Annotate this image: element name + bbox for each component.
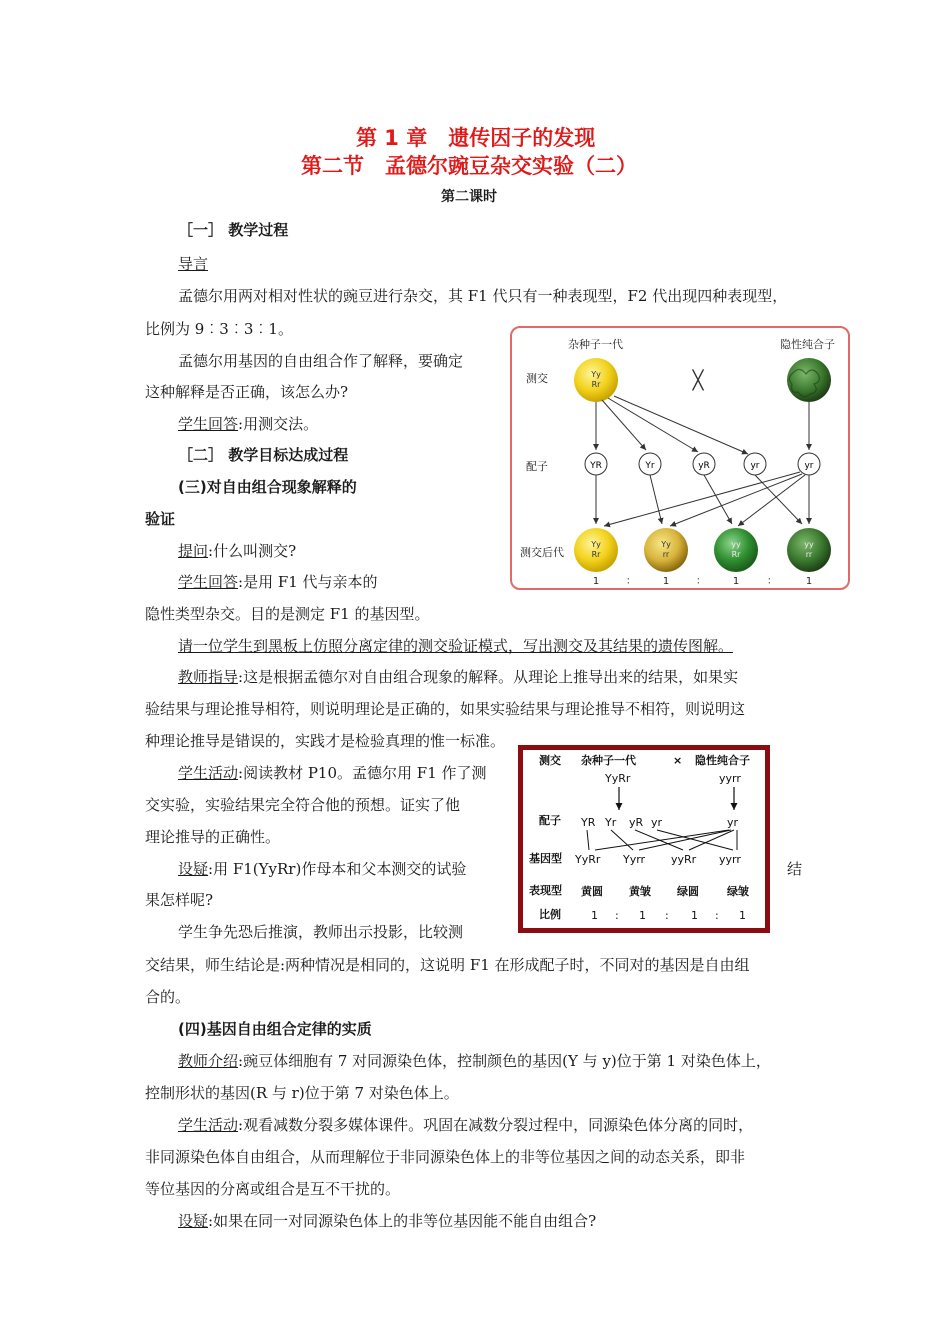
student-activity-text: :观看减数分裂多媒体课件。巩固在减数分裂过程中，同源染色体分离的同时， <box>238 1116 754 1134</box>
row-label-testcross: 测交 <box>526 372 548 385</box>
suspense-text: :如果在同一对同源染色体上的非等位基因能不能自由组合? <box>208 1212 597 1230</box>
gamete-row <box>580 816 739 829</box>
genotype-value: YyRr <box>575 853 601 866</box>
student-answer-text: :是用 F1 代与亲本的 <box>238 573 378 591</box>
ratio-row <box>593 576 812 587</box>
row-label-testcross: 测交 <box>539 754 561 767</box>
ratio-value: 1 <box>592 576 600 587</box>
gamete-label: Yr <box>605 816 617 829</box>
cross-symbol: ╳ <box>692 370 704 391</box>
genotype-value: yyrr <box>719 853 741 866</box>
cross-symbol: × <box>673 754 683 767</box>
gamete-to-genotype-lines <box>587 830 737 850</box>
paragraph-2-line-1: 孟德尔用基因的自由组合作了解释，要确定 <box>178 352 464 370</box>
ratio-separator: ： <box>626 576 636 587</box>
row-label-ratio: 比例 <box>539 908 561 921</box>
gamete-label: yr <box>651 816 663 829</box>
offspring-genotype: rr <box>805 550 813 559</box>
suspense-label: 设疑 <box>178 1212 209 1230</box>
student-activity-1-line-2: 交实验，实验结果完全符合他的预想。证实了他 <box>145 796 461 814</box>
offspring-genotype: Yy <box>591 540 601 549</box>
discussion-line-2: 交结果，师生结论是:两种情况是相同的，这说明 F1 在形成配子时，不同对的基因是自由组 <box>145 956 750 974</box>
recessive-label: 隐性纯合子 <box>695 754 750 767</box>
teacher-guide-label: 教师指导 <box>178 668 239 686</box>
student-activity-1-line-1 <box>178 762 487 783</box>
question-label: 提问 <box>178 542 209 560</box>
phenotype-value: 绿皱 <box>727 885 749 898</box>
genotype-value: Yyrr <box>623 853 646 866</box>
gamete-label: YR <box>581 816 596 829</box>
genotype-value: yyRr <box>671 853 697 866</box>
ratio-separator: ： <box>696 576 706 587</box>
ratio-separator: : <box>715 909 719 922</box>
suspense-text: :用 F1(YyRr)作母本和父本测交的试验 <box>208 860 467 878</box>
paragraph-1-line-2: 比例为 9︰3︰3︰1。 <box>145 320 293 338</box>
phenotype-value: 黄皱 <box>629 885 651 898</box>
chapter-title: 第 1 章 遗传因子的发现 <box>356 126 596 150</box>
teacher-guide-text: :这是根据孟德尔对自由组合现象的解释。从理论上推导出来的结果，如果实 <box>238 668 739 686</box>
heading-verification-line-1: (三)对自由组合现象解释的 <box>178 478 357 496</box>
offspring-genotype: Yy <box>661 540 671 549</box>
discussion-line-3: 合的。 <box>145 988 191 1006</box>
phenotype-value: 绿圆 <box>677 885 699 898</box>
phenotype-row <box>581 884 749 898</box>
teacher-intro-text: :豌豆体细胞有 7 对同源染色体，控制颜色的基因(Y 与 y)位于第 1 对染色体上， <box>238 1052 771 1070</box>
teacher-guide-line-1 <box>178 666 738 687</box>
ratio-value: 1 <box>691 909 698 922</box>
genotype-row <box>574 853 741 866</box>
ratio-separator: ： <box>767 576 777 587</box>
student-activity-2-line-2: 非同源染色体自由组合，从而理解位于非同源染色体上的非等位基因之间的动态关系，即非 <box>145 1148 746 1166</box>
testcross-table-svg <box>523 750 765 928</box>
teacher-guide-line-3: 种理论推导是错误的，实践才是检验真理的惟一标准。 <box>145 732 506 750</box>
offspring-row <box>574 528 831 572</box>
parent-genotype-r: Rr <box>591 380 601 389</box>
student-activity-text: :阅读教材 P10。孟德尔用 F1 作了测 <box>238 764 487 782</box>
row-label-gamete: 配子 <box>526 460 548 473</box>
row-label-gamete: 配子 <box>539 814 561 827</box>
gamete-row <box>585 453 820 475</box>
paragraph-1-line-1: 孟德尔用两对相对性状的豌豆进行杂交，其 F1 代只有一种表现型，F2 代出现四种表现型， <box>178 287 788 305</box>
recessive-label: 隐性纯合子 <box>780 338 835 351</box>
offspring-genotype: yy <box>731 540 741 549</box>
section-title: 第二节 孟德尔豌豆杂交实验（二） <box>301 154 637 178</box>
suspense-1-line-2: 果怎样呢? <box>145 891 214 909</box>
teacher-intro-line-1 <box>178 1050 771 1071</box>
offspring-genotype: yy <box>804 540 814 549</box>
phenotype-value: 黄圆 <box>581 885 603 898</box>
student-activity-label: 学生活动 <box>178 1116 239 1134</box>
gamete-to-offspring-arrows <box>596 472 809 526</box>
hybrid-label: 杂种子一代 <box>568 338 623 351</box>
discussion-line-1: 学生争先恐后推演，教师出示投影，比较测 <box>178 923 464 941</box>
heading-goal-process: ［二］ 教学目标达成过程 <box>178 446 349 464</box>
question-1 <box>178 540 296 561</box>
gamete-label: Yr <box>645 461 655 471</box>
offspring-genotype: Rr <box>731 550 741 559</box>
ratio-value: 1 <box>591 909 598 922</box>
question-text: :什么叫测交? <box>208 542 297 560</box>
ratio-value: 1 <box>805 576 813 587</box>
student-answer-1 <box>178 413 318 434</box>
board-task: 请一位学生到黑板上仿照分离定律的测交验证模式，写出测交及其结果的遗传图解。 <box>178 637 734 655</box>
student-activity-label: 学生活动 <box>178 764 239 782</box>
suspense-2 <box>178 1210 596 1231</box>
heading-verification-line-2: 验证 <box>145 510 176 528</box>
lesson-subtitle: 第二课时 <box>441 189 497 205</box>
teacher-guide-line-2: 验结果与理论推导相符，则说明理论是正确的，如果实验结果与理论推导不相符，则说明这 <box>145 700 746 718</box>
student-answer-label: 学生回答 <box>178 573 239 591</box>
parent-2-genotype: yyrr <box>719 772 741 785</box>
suspense-label: 设疑 <box>178 860 209 878</box>
suspense-1-tail: 结 <box>787 860 803 878</box>
gamete-label: yR <box>629 816 644 829</box>
student-answer-2 <box>178 571 378 592</box>
parent-to-gamete-arrows <box>596 396 809 454</box>
gamete-label: yR <box>698 461 710 471</box>
testcross-diagram-svg <box>512 328 848 588</box>
student-answer-label: 学生回答 <box>178 415 239 433</box>
parent-1-genotype: YyRr <box>605 772 631 785</box>
gamete-2-label: yr <box>727 816 739 829</box>
suspense-1-line-1 <box>178 858 466 879</box>
teacher-intro-line-2: 控制形状的基因(R 与 r)位于第 7 对染色体上。 <box>145 1084 459 1102</box>
student-answer-2-line-2: 隐性类型杂交。目的是测定 F1 的基因型。 <box>145 605 430 623</box>
ratio-separator: : <box>665 909 669 922</box>
student-answer-text: :用测交法。 <box>238 415 319 433</box>
paragraph-2-line-2: 这种解释是否正确，该怎么办? <box>145 383 349 401</box>
student-activity-1-line-3: 理论推导的正确性。 <box>145 828 281 846</box>
offspring-genotype: rr <box>662 550 670 559</box>
ratio-value: 1 <box>639 909 646 922</box>
ratio-value: 1 <box>732 576 740 587</box>
ratio-value: 1 <box>662 576 670 587</box>
row-label-phenotype: 表现型 <box>529 884 562 897</box>
parent-genotype-y: Yy <box>591 370 601 379</box>
parent-to-gamete-arrows <box>619 787 734 810</box>
ratio-separator: : <box>615 909 619 922</box>
testcross-figure-table <box>518 745 770 933</box>
gamete-label: yr <box>750 461 760 471</box>
testcross-figure-peas <box>510 326 850 590</box>
ratio-value: 1 <box>739 909 746 922</box>
row-label-genotype: 基因型 <box>529 852 562 865</box>
student-activity-2-line-3: 等位基因的分离或组合是互不干扰的。 <box>145 1180 401 1198</box>
heading-essence: (四)基因自由组合定律的实质 <box>178 1020 372 1038</box>
offspring-genotype: Rr <box>591 550 601 559</box>
heading-teaching-process: ［一］ 教学过程 <box>178 221 289 239</box>
student-activity-2-line-1 <box>178 1114 753 1135</box>
row-label-offspring: 测交后代 <box>520 546 564 559</box>
teacher-intro-label: 教师介绍 <box>178 1052 239 1070</box>
gamete-label: YR <box>590 461 602 471</box>
gamete-label: yr <box>804 461 814 471</box>
ratio-row <box>591 909 746 922</box>
intro-label: 导言 <box>178 255 209 273</box>
hybrid-label: 杂种子一代 <box>581 754 636 767</box>
